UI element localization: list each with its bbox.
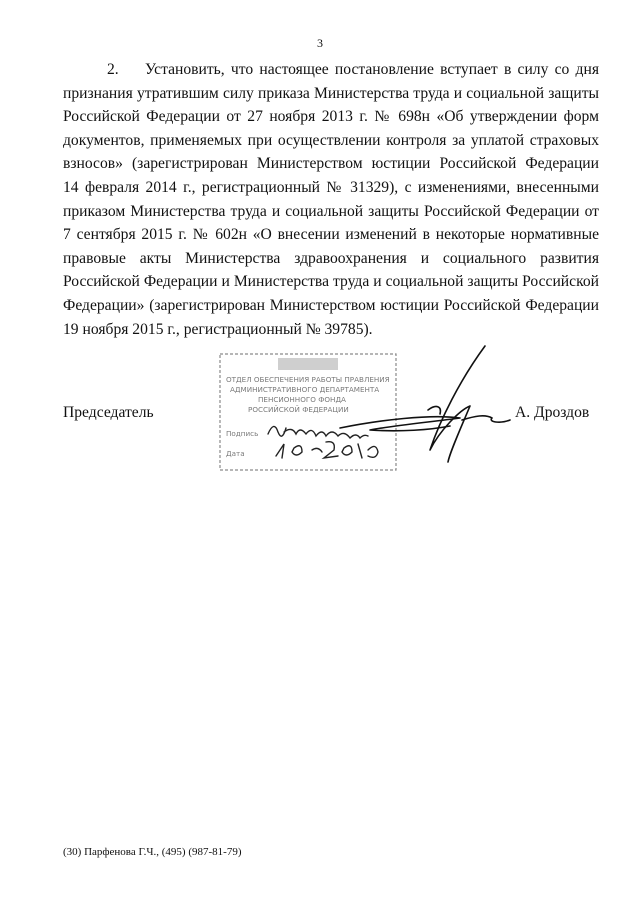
svg-text:Подпись: Подпись <box>226 429 259 438</box>
chairman-label: Председатель <box>63 404 154 421</box>
svg-text:ПЕНСИОННОГО ФОНДА: ПЕНСИОННОГО ФОНДА <box>258 395 346 404</box>
paragraph-line: 14 февраля 2014 г., регистрационный № 31329), с изменениями, внесенными <box>63 178 599 196</box>
svg-text:Дата: Дата <box>226 449 245 458</box>
paragraph-line: взносов» (зарегистрирован Министерством юстиции Российской Федерации <box>63 155 599 173</box>
paragraph-line: документов, применяемых при осуществлении контроля за уплатой страховых <box>63 131 599 149</box>
paragraph-line: Российской Федерации и Министерства труда и социальной защиты Российской <box>63 273 599 291</box>
resolution-paragraph-2 <box>63 58 599 341</box>
paragraph-line: признания утратившим силу приказа Министерства труда и социальной защиты <box>63 84 599 102</box>
paragraph-line: приказом Министерства труда и социальной защиты Российской Федерации от <box>63 202 599 220</box>
paragraph-line: Федерации» (зарегистрирован Министерством юстиции Российской Федерации <box>63 296 599 314</box>
signer-name: А. Дроздов <box>515 404 590 421</box>
paragraph-line: 7 сентября 2015 г. № 602н «О внесении изменений в некоторые нормативные <box>63 226 599 244</box>
svg-text:АДМИНИСТРАТИВНОГО ДЕПАРТАМЕНТА: АДМИНИСТРАТИВНОГО ДЕПАРТАМЕНТА <box>230 385 380 394</box>
svg-text:РОССИЙСКОЙ ФЕДЕРАЦИИ: РОССИЙСКОЙ ФЕДЕРАЦИИ <box>248 405 349 414</box>
paragraph-line: 19 ноября 2015 г., регистрационный № 39785). <box>63 320 373 338</box>
paragraph-line: 2. Установить, что настоящее постановление вступает в силу со дня <box>63 58 599 82</box>
paragraph-line: правовые акты Министерства здравоохранения и социального развития <box>63 249 599 267</box>
svg-text:ОТДЕЛ ОБЕСПЕЧЕНИЯ РАБОТЫ ПРАВЛ: ОТДЕЛ ОБЕСПЕЧЕНИЯ РАБОТЫ ПРАВЛЕНИЯ <box>226 375 390 384</box>
signature-block <box>63 404 603 428</box>
executor-footer: (30) Парфенова Г.Ч., (495) (987-81-79) <box>63 846 242 858</box>
page-number: 3 <box>317 36 323 50</box>
item-number: 2. <box>107 61 119 78</box>
paragraph-line: Российской Федерации от 27 ноября 2013 г. № 698н «Об утверждении форм <box>63 108 599 126</box>
